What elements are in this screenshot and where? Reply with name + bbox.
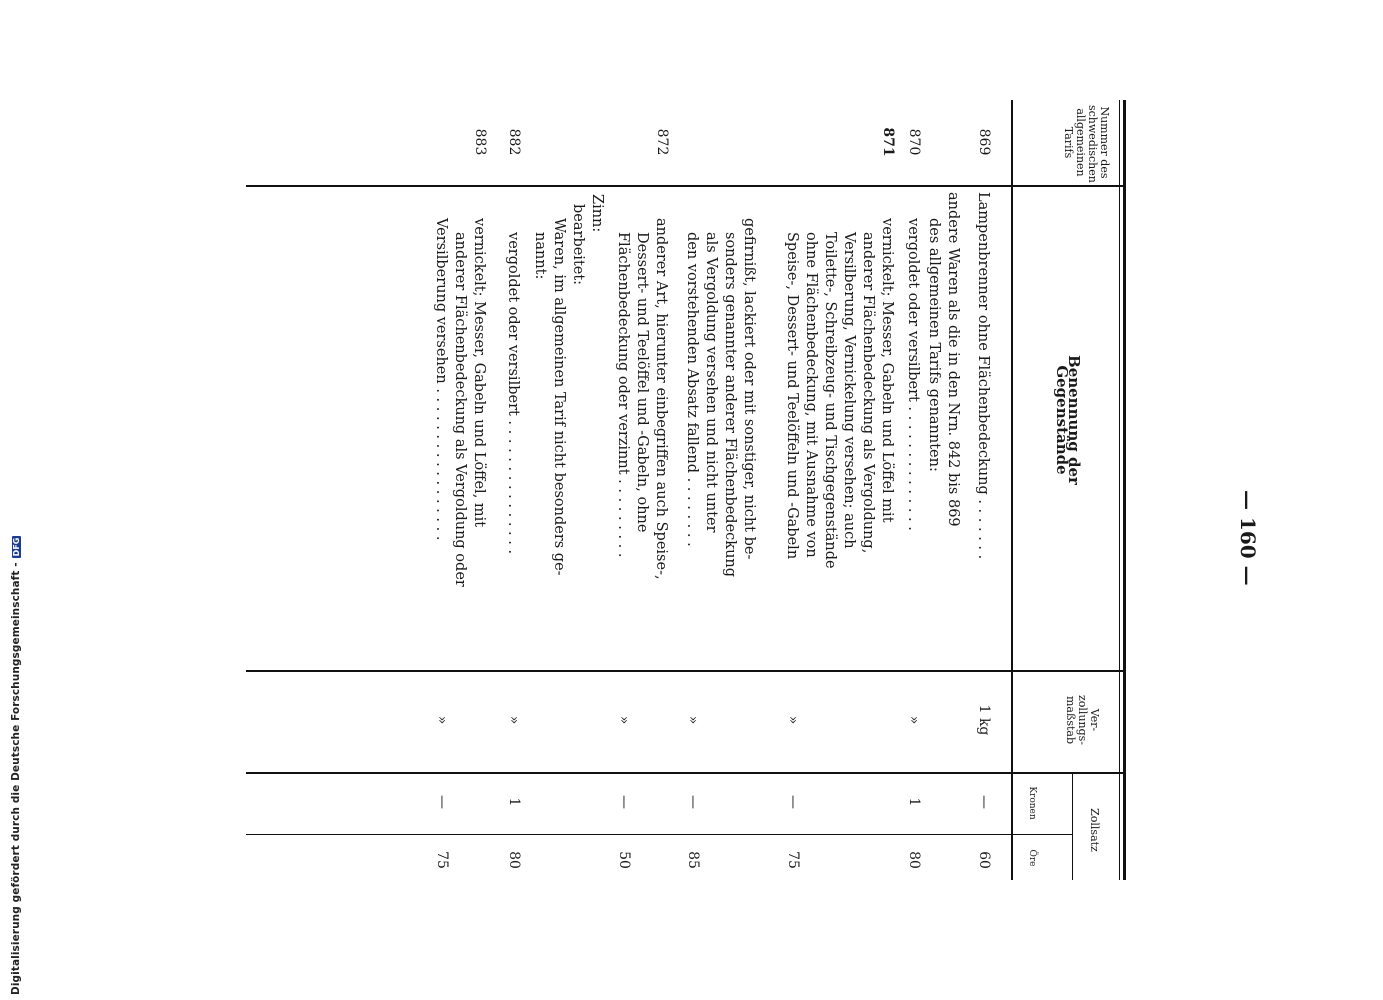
section-tin-worked: bearbeitet: bbox=[570, 204, 586, 286]
row-text-871-line6: Speise-, Dessert- und Teelöffeln und -Gabeln bbox=[784, 232, 800, 560]
row-text-872-line2: Dessert- und Teelöffel und -Gabeln, ohne bbox=[634, 232, 650, 533]
row-text-lacquered-line3: als Vergoldung versehen und nicht unter bbox=[703, 232, 719, 533]
row-krona-lacquered: — bbox=[685, 795, 701, 809]
row-unit-872: » bbox=[616, 715, 632, 725]
row-text-872-line1: anderer Art, hierunter einbegriffen auch Speise-, bbox=[653, 218, 669, 580]
row-text-871-line3: Versilberung, Vernickelung versehen; auch bbox=[841, 232, 857, 549]
row-ore-883: 75 bbox=[434, 851, 450, 869]
row-text-872-line3: Flächenbedeckung oder verzinnt . . . . . . . . . bbox=[615, 232, 631, 558]
row-unit-lacquered: » bbox=[685, 715, 701, 725]
row-unit-883: » bbox=[434, 715, 450, 725]
row-ore-870: 80 bbox=[906, 851, 922, 869]
row-ore-882: 80 bbox=[506, 851, 522, 869]
row-text-883-line3: Versilberung versehen . . . . . . . . . . . . . . . . . bbox=[433, 218, 449, 541]
row-text-883-line2: anderer Flächenbedeckung als Vergoldung oder bbox=[452, 232, 468, 587]
header-unit: Ver-zollungs-maßstab bbox=[1064, 694, 1101, 746]
rotated-tariff-page bbox=[250, 100, 1260, 920]
row-text-883-line1: vernickelt; Messer, Gabeln und Löffel, mit bbox=[471, 218, 487, 528]
row-text-882: vergoldet oder versilbert . . . . . . . . . . . . . . . bbox=[505, 232, 521, 555]
row-text-lacquered-line1: gefirnißt, lackiert oder mit sonstiger, nicht be- bbox=[741, 218, 757, 560]
row-krona-870: 1 bbox=[906, 797, 922, 807]
funding-credit-line bbox=[10, 536, 22, 995]
row-krona-882: 1 bbox=[506, 797, 522, 807]
row-text-lacquered-line2: sonders genannter anderer Flächenbedeckung bbox=[722, 232, 738, 578]
row-krona-871: — bbox=[785, 795, 801, 809]
dfg-logo: DFG bbox=[12, 537, 21, 557]
page-number: — 160 — bbox=[1236, 490, 1260, 586]
row-number-871: 871 bbox=[880, 127, 896, 157]
col-divider-krona-ore bbox=[246, 834, 1073, 835]
row-number-872: 872 bbox=[654, 128, 670, 156]
row-number-869: 869 bbox=[976, 128, 992, 156]
row-ore-lacquered: 85 bbox=[685, 851, 701, 869]
col-divider-desc bbox=[246, 670, 1126, 672]
row-number-882: 882 bbox=[506, 128, 522, 156]
row-text-871-line2: anderer Flächenbedeckung als Vergoldung, bbox=[860, 232, 876, 554]
section-tin-heading: Zinn: bbox=[589, 194, 605, 233]
row-krona-872: — bbox=[616, 795, 632, 809]
top-rule bbox=[1123, 100, 1126, 880]
header-number: Nummer des schwedischen allgemeinen Tarifs bbox=[1062, 105, 1111, 183]
row-number-883: 883 bbox=[472, 128, 488, 156]
top-rule-thin bbox=[1119, 100, 1120, 880]
header-duty: Zollsatz bbox=[1088, 808, 1101, 852]
header-ore: Öre bbox=[1027, 849, 1037, 867]
header-bottom-rule bbox=[1011, 100, 1013, 880]
section-tin-goods-line2: nannt: bbox=[532, 232, 548, 280]
row-text-869: Lampenbrenner ohne Flächenbedeckung . . . . . . . bbox=[975, 192, 991, 560]
header-krona: Kronen bbox=[1027, 786, 1037, 820]
row-unit-870: » bbox=[906, 715, 922, 725]
row-unit-869: 1 kg bbox=[976, 704, 992, 736]
row-text-871-line5: ohne Flächenbedeckung, mit Ausnahme von bbox=[803, 232, 819, 558]
row-krona-869: — bbox=[976, 795, 992, 809]
credit-text: Digitalisierung gefördert durch die Deutsche Forschungsgemeinschaft - bbox=[10, 562, 22, 995]
row-ore-871: 75 bbox=[785, 851, 801, 869]
row-number-870: 870 bbox=[906, 128, 922, 156]
row-unit-871: » bbox=[785, 715, 801, 725]
section-other-goods-line2: des allgemeinen Tarifs genannten: bbox=[926, 218, 942, 472]
row-ore-872: 50 bbox=[616, 851, 632, 869]
duty-subheader-rule bbox=[1072, 772, 1073, 880]
row-text-871-line1: vernickelt; Messer, Gabeln und Löffel mit bbox=[879, 218, 895, 523]
row-text-871-line4: Toilette-, Schreibzeug- und Tischgegenstände bbox=[822, 232, 838, 569]
header-description: Benennung der Gegenstände bbox=[1053, 355, 1083, 485]
col-divider-number bbox=[246, 185, 1126, 187]
row-text-870: vergoldet oder versilbert . . . . . . . . . . . . . . bbox=[905, 218, 921, 531]
row-ore-869: 60 bbox=[976, 851, 992, 869]
section-other-goods-line1: andere Waren als die in den Nrn. 842 bis 869 bbox=[945, 192, 961, 527]
row-text-lacquered-line4: den vorstehenden Absatz fallend . . . . . . . . bbox=[684, 232, 700, 547]
row-krona-883: — bbox=[434, 795, 450, 809]
section-tin-goods-line1: Waren, im allgemeinen Tarif nicht besonders ge- bbox=[551, 218, 567, 576]
row-unit-882: » bbox=[506, 715, 522, 725]
